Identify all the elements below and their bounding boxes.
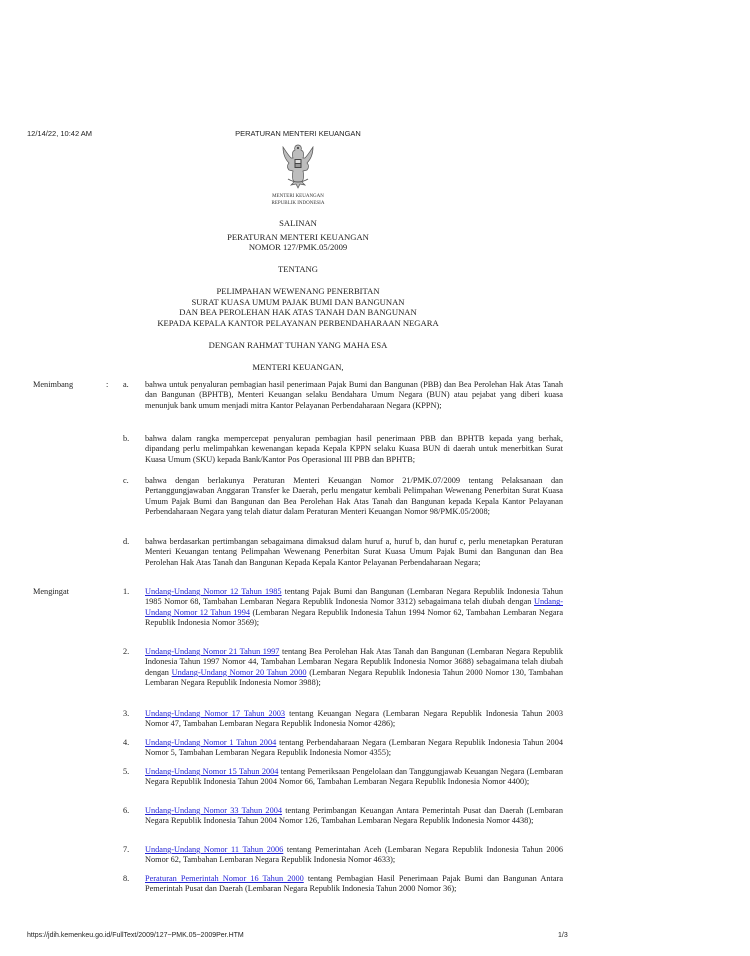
salinan-label: SALINAN: [279, 218, 317, 228]
emblem-caption-line1: MENTERI KEUANGAN: [272, 194, 324, 199]
law-link[interactable]: Peraturan Pemerintah Nomor 16 Tahun 2000: [145, 874, 304, 883]
law-link[interactable]: Undang-Undang Nomor 11 Tahun 2006: [145, 845, 284, 854]
item-marker: 8.: [123, 874, 130, 883]
law-link[interactable]: Undang-Undang Nomor 1 Tahun 2004: [145, 738, 277, 747]
subject-line: KEPADA KEPALA KANTOR PELAYANAN PERBENDAHARAAN NEGARA: [157, 317, 439, 328]
subject-line: PELIMPAHAN WEWENANG PENERBITAN: [216, 286, 380, 296]
item-text: Undang-Undang Nomor 12 Tahun 1985 tentang Pajak Bumi dan Bangunan (Lembaran Negara Republik Indonesia Tahun 1985 Nomor 68, Tambahan Lembaran Negara Republik Indonesia Nomor 3312) sebagaimana telah diubah dengan Undang-Undang Nomor 12 Tahun 1994 (Lembaran Negara Republik Indonesia Tahun 1994 Nomor 62, Tambahan Lembaran Negara Republik Indonesia Nomor 3569);: [145, 587, 563, 628]
mengingat-label: Mengingat: [33, 587, 69, 596]
item-text: Undang-Undang Nomor 21 Tahun 1997 tentang Bea Perolehan Hak Atas Tanah dan Bangunan (Lembaran Negara Republik Indonesia Tahun 1997 Nomor 44, Tambahan Lembaran Negara Republik Indonesia Nomor 3688) sebagaimana telah diubah dengan Undang-Undang Nomor 20 Tahun 2000 (Lembaran Negara Republik Indonesia Tahun 2000 Nomor 130, Tambahan Lembaran Negara Republik Indonesia Nomor 3988);: [145, 647, 563, 688]
subject-line: DAN BEA PEROLEHAN HAK ATAS TANAH DAN BANGUNAN: [179, 307, 417, 318]
invocation: DENGAN RAHMAT TUHAN YANG MAHA ESA: [208, 340, 388, 350]
print-header-title: PERATURAN MENTERI KEUANGAN: [235, 129, 361, 138]
page-number: 1/3: [558, 932, 568, 939]
item-text: Undang-Undang Nomor 1 Tahun 2004 tentang Perbendaharaan Negara (Lembaran Negara Republik Indonesia Tahun 2004 Nomor 5, Tambahan Lembaran Negara Republik Indonesia Nomor 4355);: [145, 738, 563, 758]
enacting-authority: MENTERI KEUANGAN,: [252, 362, 344, 372]
law-link[interactable]: Undang-Undang Nomor 17 Tahun 2003: [145, 709, 286, 718]
item-marker: c.: [123, 476, 129, 485]
item-text: bahwa untuk penyaluran pembagian hasil penerimaan Pajak Bumi dan Bangunan (PBB) dan Bea Perolehan Hak Atas Tanah dan Bangunan (BPHTB), Menteri Keuangan selaku Bendahara Umum Negara (BUN) atau pejabat yang diberi kuasa menunjuk bank umum menjadi mitra Kantor Pelayanan Perbendaharaan Negara (KPPN);: [145, 380, 563, 410]
item-marker: a.: [123, 380, 129, 389]
item-text: Peraturan Pemerintah Nomor 16 Tahun 2000 tentang Pembagian Hasil Penerimaan Pajak Bumi dan Bangunan Antara Pemerintah Pusat dan Daerah (Lembaran Negara Republik Indonesia Tahun 2000 Nomor 36);: [145, 874, 563, 894]
item-marker: 4.: [123, 738, 130, 747]
emblem-caption-line2: REPUBLIK INDONESIA: [271, 200, 325, 206]
tentang-label: TENTANG: [278, 264, 318, 274]
print-footer-url: https://jdih.kemenkeu.go.id/FullText/2009/127~PMK.05~2009Per.HTM: [27, 932, 244, 939]
item-text: Undang-Undang Nomor 17 Tahun 2003 tentang Keuangan Negara (Lembaran Negara Republik Indonesia Tahun 2003 Nomor 47, Tambahan Lembaran Negara Republik Indonesia Nomor 4286);: [145, 709, 563, 729]
item-marker: 2.: [123, 647, 130, 656]
garuda-emblem-icon: [280, 141, 316, 191]
item-text: Undang-Undang Nomor 15 Tahun 2004 tentang Pemeriksaan Pengelolaan dan Tanggungjawab Keuangan Negara (Lembaran Negara Republik Indonesia Tahun 2004 Nomor 66, Tambahan Lembaran Negara Republik Indonesia Nomor 4400);: [145, 767, 563, 787]
item-marker: 3.: [123, 709, 130, 718]
law-link[interactable]: Undang-Undang Nomor 12 Tahun 1985: [145, 587, 282, 596]
item-marker: 5.: [123, 767, 130, 776]
print-timestamp: 12/14/22, 10:42 AM: [27, 129, 93, 138]
item-marker: b.: [123, 434, 130, 443]
menimbang-label: Menimbang: [33, 380, 74, 389]
menimbang-colon: :: [106, 380, 109, 389]
item-text: Undang-Undang Nomor 33 Tahun 2004 tentang Perimbangan Keuangan Antara Pemerintah Pusat dan Daerah (Lembaran Negara Republik Indonesia Tahun 2004 Nomor 126, Tambahan Lembaran Negara Republik Indonesia Nomor 4438);: [145, 806, 563, 826]
regulation-title: PERATURAN MENTERI KEUANGAN: [227, 232, 369, 242]
item-marker: d.: [123, 537, 130, 546]
item-text: bahwa berdasarkan pertimbangan sebagaimana dimaksud dalam huruf a, huruf b, dan huruf c, perlu menetapkan Peraturan Menteri Keuangan tentang Pelimpahan Wewenang Penerbitan Surat Kuasa Umum Pajak Bumi dan Bangunan dan Bea Perolehan Hak Atas Tanah dan Bangunan Kepada Kepala Kantor Pelayanan Perbendaharaan Negara;: [145, 537, 563, 567]
item-marker: 1.: [123, 587, 130, 596]
item-marker: 6.: [123, 806, 130, 815]
law-link[interactable]: Undang-Undang Nomor 21 Tahun 1997: [145, 647, 280, 656]
item-marker: 7.: [123, 845, 130, 854]
item-text: bahwa dalam rangka mempercepat penyaluran pembagian hasil penerimaan PBB dan BPHTB kepada yang berhak, dipandang perlu melimpahkan kewenangan kepada Kepala KPPN selaku Kuasa BUN di daerah untuk menerbitkan Surat Kuasa Umum (SKU) kepada Bank/Kantor Pos Operasional III PBB dan BPHTB;: [145, 434, 563, 464]
law-link[interactable]: Undang-Undang Nomor 20 Tahun 2000: [171, 667, 307, 677]
regulation-number: NOMOR 127/PMK.05/2009: [248, 242, 348, 252]
subject-line: SURAT KUASA UMUM PAJAK BUMI DAN BANGUNAN: [191, 296, 405, 307]
law-link[interactable]: Undang-Undang Nomor 33 Tahun 2004: [145, 806, 283, 815]
subject-title: [0, 286, 596, 328]
item-text: Undang-Undang Nomor 11 Tahun 2006 tentang Pemerintahan Aceh (Lembaran Negara Republik Indonesia Tahun 2006 Nomor 62, Tambahan Lembaran Negara Republik Indonesia Nomor 4633);: [145, 845, 563, 865]
emblem-caption: [0, 194, 596, 207]
item-text: bahwa dengan berlakunya Peraturan Menteri Keuangan Nomor 21/PMK.07/2009 tentang Pelaksanaan dan Pertanggungjawaban Anggaran Transfer ke Daerah, perlu mengatur kembali Pelimpahan Wewenang Penerbitan Surat Kuasa Umum Pajak Bumi dan Bangunan dan Bea Perolehan Hak Atas Tanah dan Bangunan kepada Kepala Kantor Pelayanan Perbendaharaan Negara yang telah diatur dalam Peraturan Menteri Keuangan Nomor 98/PMK.05/2008;: [145, 476, 563, 517]
law-link[interactable]: Undang-Undang Nomor 15 Tahun 2004: [145, 767, 279, 776]
law-link[interactable]: Undang-Undang Nomor 12 Tahun 1994: [145, 597, 563, 617]
